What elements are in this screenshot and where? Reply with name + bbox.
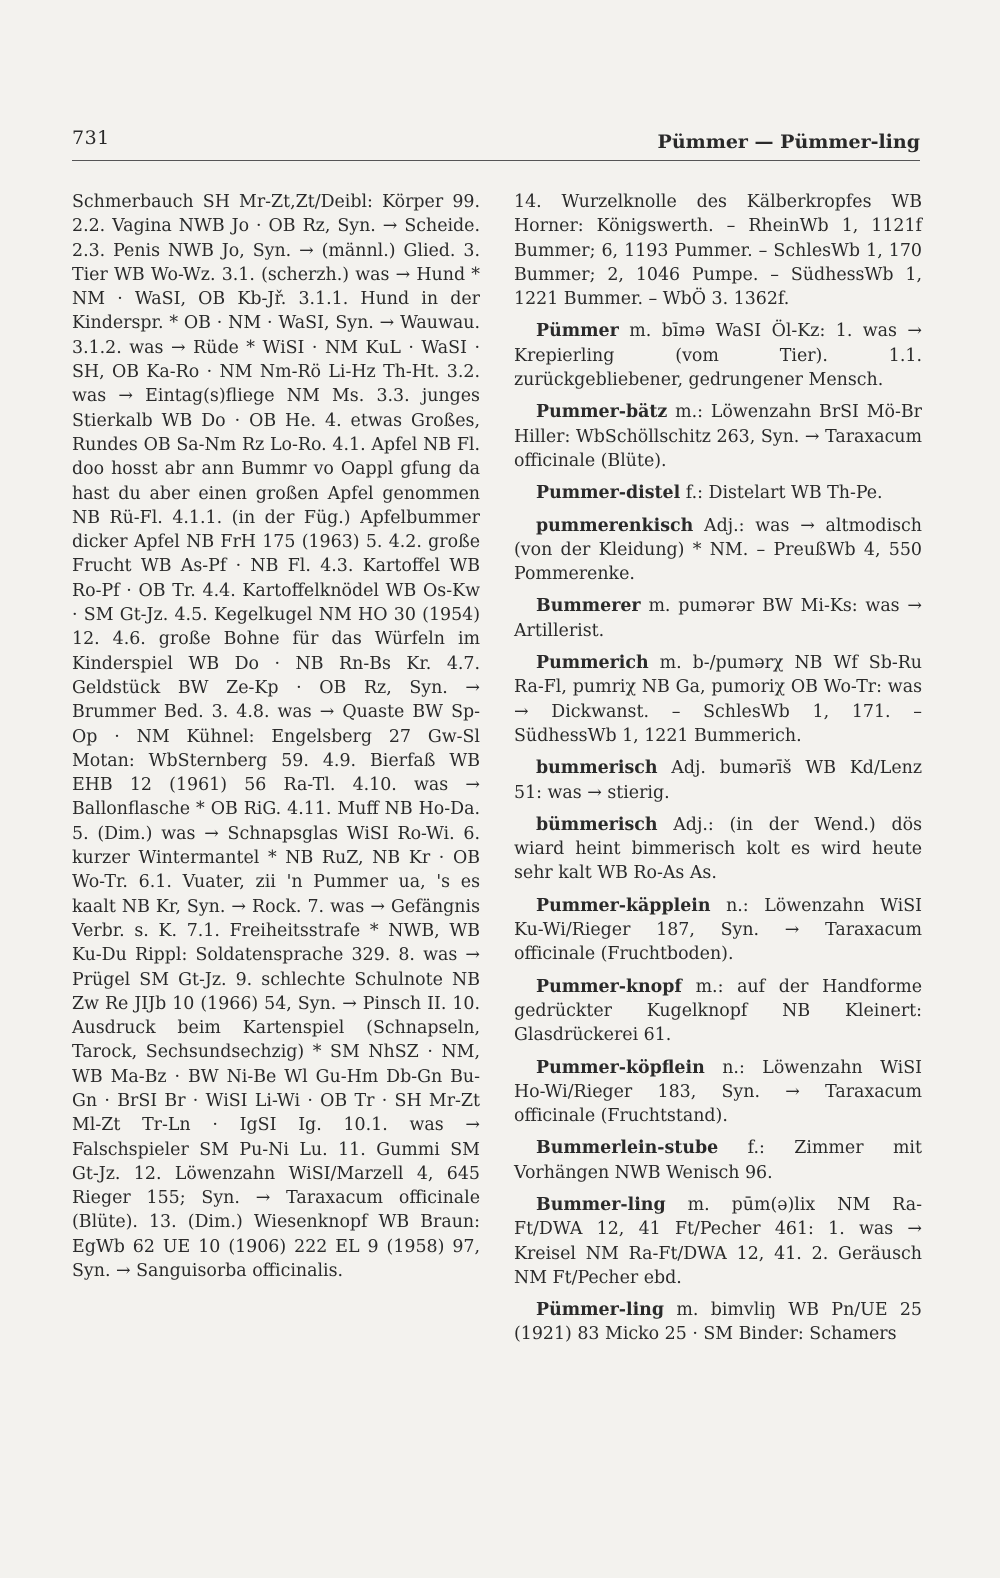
- dictionary-entry: [514, 1193, 922, 1290]
- entry-lemma: Pummerich: [536, 653, 649, 674]
- entry-text: m. b-/pumərχ NB Wf Sb-Ru Ra-Fl, pumriχ NB Ga, pumoriχ OB Wo-Tr: was → Dickwanst. – SchlesWb 1, 171. – SüdhessWb 1, 1221 Bummerich.: [514, 653, 922, 746]
- dictionary-entry: [514, 813, 922, 886]
- dictionary-entry: [514, 481, 922, 505]
- entry-lemma: Pümmer: [536, 321, 619, 342]
- entry-lemma: Pummer-knopf: [536, 976, 682, 997]
- dictionary-entry: [514, 319, 922, 392]
- header-rule: [72, 160, 920, 161]
- dictionary-entry: [514, 400, 922, 473]
- dictionary-entry: [514, 190, 922, 311]
- dictionary-entry: [514, 894, 922, 967]
- page-number: 731: [72, 127, 110, 149]
- entry-lemma: Bummerlein-stube: [536, 1138, 719, 1159]
- entry-text: Adj.: (in der Wend.) dös wiard heint bimmerisch kolt es wird heute sehr kalt WB Ro-As As.: [514, 814, 922, 884]
- entry-text: m.: Löwenzahn BrSI Mö-Br Hiller: WbSchöllschitz 263, Syn. → Taraxacum officinale (Blüte).: [514, 402, 922, 471]
- left-column: [72, 190, 480, 1291]
- entry-lemma: Pummer-köpflein: [536, 1057, 705, 1078]
- entry-lemma: Bummerer: [536, 596, 641, 617]
- running-head: Pümmer — Pümmer-ling: [657, 131, 920, 153]
- dictionary-entry: [514, 651, 922, 748]
- entry-text: Adj.: was → altmodisch (von der Kleidung) * NM. – PreußWb 4, 550 Pommerenke.: [514, 515, 922, 585]
- right-column: [514, 190, 922, 1355]
- entry-lemma: Pümmer-ling: [536, 1300, 664, 1321]
- entry-lemma: Pummer-bätz: [536, 402, 668, 423]
- entry-lemma: Pummer-käpplein: [536, 895, 711, 916]
- dictionary-entry: [514, 594, 922, 643]
- entry-text: f.: Zimmer mit Vorhängen NWB Wenisch 96.: [514, 1138, 922, 1183]
- dictionary-entry: [514, 1136, 922, 1185]
- entry-lemma: bümmerisch: [536, 814, 658, 835]
- entry-lemma: Bummer-ling: [536, 1194, 666, 1215]
- entry-lemma: pummerenkisch: [536, 515, 694, 536]
- entry-text: m.: auf der Handforme gedrückter Kugelknopf NB Kleinert: Glasdrückerei 61.: [514, 976, 922, 1046]
- entry-lemma: Pummer-distel: [536, 483, 681, 504]
- entry-lemma: bummerisch: [536, 758, 658, 779]
- entry-text: m. pūm(ə)lix NM Ra-Ft/DWA 12, 41 Ft/Pecher 461: 1. was → Kreisel NM Ra-Ft/DWA 12, 41. 2. Geräusch NM Ft/Pecher ebd.: [514, 1194, 922, 1288]
- left-column-text: Schmerbauch SH Mr-Zt,Zt/Deibl: Körper 99. 2.2. Vagina NWB Jo · OB Rz, Syn. → Scheide. 2.3. Penis NWB Jo, Syn. → (männl.) Glied. 3. Tier WB Wo-Wz. 3.1. (scherzh.) was → Hund * NM · WaSI, OB Kb-Jř. 3.1.1. Hund in der Kinderspr. * OB · NM · WaSI, Syn. → Wauwau. 3.1.2. was → Rüde * WiSI · NM KuL · WaSI · SH, OB Ka-Ro · NM Nm-Rö Li-Hz Th-Ht. 3.2. was → Eintag(s)fliege NM Ms. 3.3. junges Stierkalb WB Do · OB He. 4. etwas Großes, Rundes OB Sa-Nm Rz Lo-Ro. 4.1. Apfel NB Fl. doo hosst abr ann Bummr vo Oappl gfung da hast du aber einen großen Apfel genommen NB Rü-Fl. 4.1.1. (in der Füg.) Apfelbummer dicker Apfel NB FrH 175 (1963) 5. 4.2. große Frucht WB As-Pf · NB Fl. 4.3. Kartoffel WB Ro-Pf · OB Tr. 4.4. Kartoffelknödel WB Os-Kw · SM Gt-Jz. 4.5. Kegelkugel NM HO 30 (1954) 12. 4.6. große Bohne für das Würfeln im Kinderspiel WB Do · NB Rn-Bs Kr. 4.7. Geldstück BW Ze-Kp · OB Rz, Syn. → Brummer Bed. 3. 4.8. was → Quaste BW Sp-Op · NM Kühnel: Engelsberg 27 Gw-Sl Motan: WbSternberg 59. 4.9. Bierfaß WB EHB 12 (1961) 56 Ra-Tl. 4.10. was → Ballonflasche * OB RiG. 4.11. Muff NB Ho-Da. 5. (Dim.) was → Schnapsglas WiSI Ro-Wi. 6. kurzer Wintermantel * NB RuZ, NB Kr · OB Wo-Tr. 6.1. Vuater, zii 'n Pummer ua, 's es kaalt NB Kr, Syn. → Rock. 7. was → Gefängnis Verbr. s. K. 7.1. Freiheitsstrafe * NWB, WB Ku-Du Rippl: Soldatensprache 329. 8. was → Prügel SM Gt-Jz. 9. schlechte Schulnote NB Zw Re JIJb 10 (1966) 54, Syn. → Pinsch II. 10. Ausdruck beim Kartenspiel (Schnapseln, Tarock, Sechsundsechzig) * SM NhSZ · NM, WB Ma-Bz · BW Ni-Be Wl Gu-Hm Db-Gn Bu-Gn · BrSI Br · WiSI Li-Wi · OB Tr · SH Mr-Zt Ml-Zt Tr-Ln · IgSI Ig. 10.1. was → Falschspieler SM Pu-Ni Lu. 11. Gummi SM Gt-Jz. 12. Löwenzahn WiSI/Marzell 4, 645 Rieger 155; Syn. → Taraxacum officinale (Blüte). 13. (Dim.) Wiesenknopf WB Braun: EgWb 62 UE 10 (1906) 222 EL 9 (1958) 97, Syn. → Sanguisorba officinalis.: [72, 192, 480, 1282]
- entry-text: 14. Wurzelknolle des Kälberkropfes WB Horner: Königswerth. – RheinWb 1, 1121f Bummer; 6, 1193 Pummer. – SchlesWb 1, 170 Bummer; 2, 1046 Pumpe. – SüdhessWb 1, 1221 Bummer. – WbÖ 3. 1362f.: [514, 192, 922, 310]
- dictionary-entry: [514, 756, 922, 805]
- dictionary-entry: [514, 1298, 922, 1347]
- entry-text: n.: Löwenzahn WiSI Ho-Wi/Rieger 183, Syn. → Taraxacum officinale (Fruchtstand).: [514, 1057, 923, 1127]
- entry-text: f.: Distelart WB Th-Pe.: [685, 483, 883, 504]
- dictionary-entry: [514, 975, 922, 1048]
- entry-text: m. pumərər BW Mi-Ks: was → Artillerist.: [514, 596, 922, 641]
- entry-text: n.: Löwenzahn WiSI Ku-Wi/Rieger 187, Syn. → Taraxacum officinale (Fruchtboden).: [514, 895, 922, 965]
- dictionary-entry: [514, 514, 922, 587]
- entry-text: Adj. bumərīš WB Kd/Lenz 51: was → stierig.: [514, 758, 923, 803]
- entry-text: m. bīmə WaSI Öl-Kz: 1. was → Krepierling (vom Tier). 1.1. zurückgebliebener, gedrungener Mensch.: [514, 321, 923, 391]
- entry-text: m. bimvliŋ WB Pn/UE 25 (1921) 83 Micko 25 · SM Binder: Schamers: [514, 1300, 922, 1345]
- dictionary-entry: [514, 1056, 922, 1129]
